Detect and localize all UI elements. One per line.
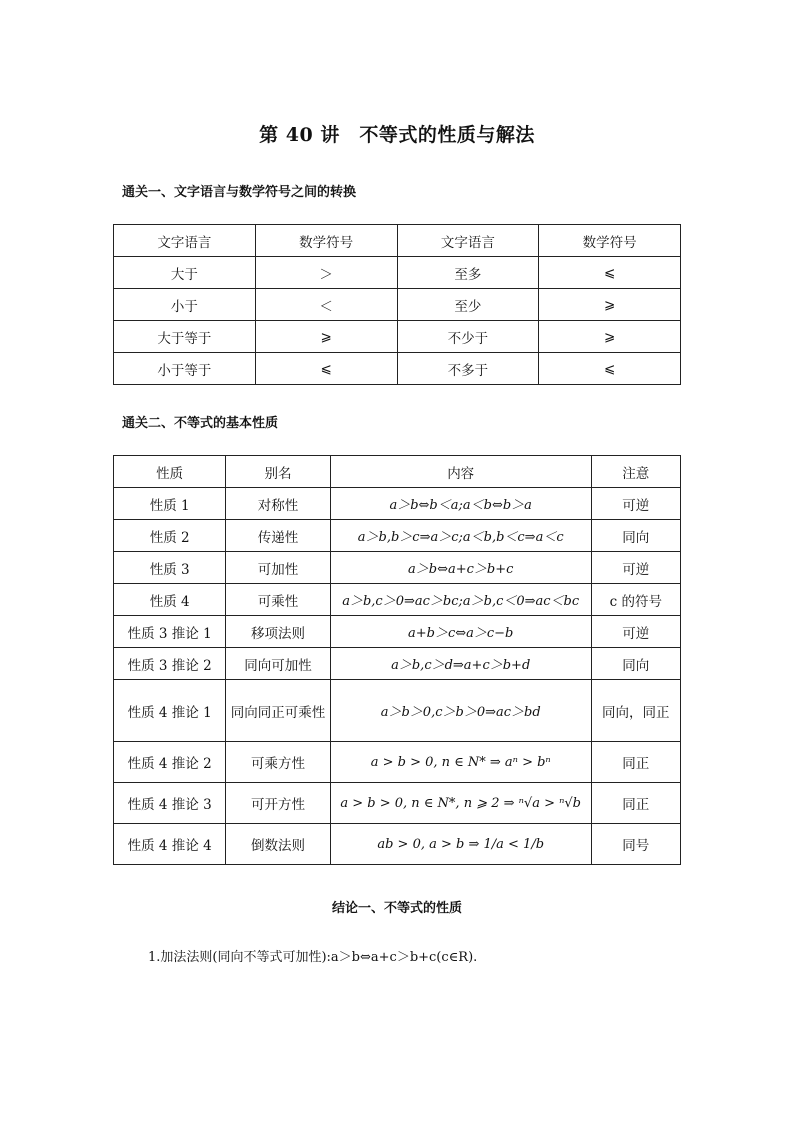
table-cell: ⩾ [255,321,397,353]
table-cell: ＜ [255,289,397,321]
table-cell: 性质 3 推论 2 [114,648,226,680]
rule-line-1: 1.加法法则(同向不等式可加性):a＞b⇔a+c＞b+c(c∈R). [148,950,478,965]
table-cell: 可开方性 [226,783,331,824]
table-cell: 性质 2 [114,520,226,552]
table-cell: 可乘方性 [226,742,331,783]
table-row [114,257,681,289]
header-cell: 注意 [591,456,680,488]
table-cell: 性质 4 推论 1 [114,680,226,742]
formula-cell: a＞b,c＞0⇒ac＞bc;a＞b,c＜0⇒ac＜bc [330,584,591,616]
formula-cell: a＞b,c＞d⇒a+c＞b+d [330,648,591,680]
header-cell: 内容 [330,456,591,488]
formula-cell: a＞b⇔b＜a;a＜b⇔b＞a [330,488,591,520]
table-cell: 同向同正可乘性 [226,680,331,742]
header-cell: 数学符号 [255,225,397,257]
table-cell: 可加性 [226,552,331,584]
header-cell: 性质 [114,456,226,488]
table-row [114,680,681,742]
table-cell: 性质 3 [114,552,226,584]
header-cell: 数学符号 [539,225,681,257]
table-cell: 倒数法则 [226,824,331,865]
table-row [114,520,681,552]
table-cell: 不少于 [397,321,539,353]
table-cell: 大于 [114,257,256,289]
table-cell: 至少 [397,289,539,321]
section-heading-2: 通关二、不等式的基本性质 [122,416,279,431]
table-row [114,824,681,865]
table-row [114,488,681,520]
formula-cell: a＞b,b＞c⇒a＞c;a＜b,b＜c⇒a＜c [330,520,591,552]
table-cell: 同正 [591,742,680,783]
table-cell: 可乘性 [226,584,331,616]
formula-cell: a＞b⇔a+c＞b+c [330,552,591,584]
formula-cell: a+b＞c⇔a＞c−b [330,616,591,648]
page-title: 第 40 讲 不等式的性质与解法 [259,124,535,146]
table-cell: ⩾ [539,321,681,353]
table-cell: 同向，同正 [591,680,680,742]
table-cell: 移项法则 [226,616,331,648]
table-cell: ＞ [255,257,397,289]
table-cell: 同正 [591,783,680,824]
table-cell: 性质 1 [114,488,226,520]
conclusion-heading: 结论一、不等式的性质 [331,901,462,916]
table-cell: 不多于 [397,353,539,385]
table-cell: 性质 3 推论 1 [114,616,226,648]
inequality-properties-table [113,455,681,865]
table-cell: 同号 [591,824,680,865]
table-cell: ⩽ [255,353,397,385]
table-row [114,648,681,680]
table-cell: 性质 4 推论 2 [114,742,226,783]
table-row [114,616,681,648]
table-cell: 可逆 [591,616,680,648]
table-cell: ⩽ [539,353,681,385]
table-header-row [114,456,681,488]
symbol-conversion-table [113,224,681,385]
table-cell: 小于等于 [114,353,256,385]
table-cell: 同向 [591,520,680,552]
header-cell: 别名 [226,456,331,488]
formula-cell: ab > 0, a > b ⇒ 1/a < 1/b [330,824,591,865]
table-row [114,321,681,353]
header-cell: 文字语言 [397,225,539,257]
table-cell: c 的符号 [591,584,680,616]
table-cell: 对称性 [226,488,331,520]
table-row [114,742,681,783]
table-cell: ⩾ [539,289,681,321]
table-cell: 性质 4 推论 3 [114,783,226,824]
header-cell: 文字语言 [114,225,256,257]
formula-cell: a＞b＞0,c＞b＞0⇒ac＞bd [330,680,591,742]
formula-cell: a > b > 0, n ∈ N*, n ⩾ 2 ⇒ ⁿ√a > ⁿ√b [330,783,591,824]
section-heading-1: 通关一、文字语言与数学符号之间的转换 [122,185,357,200]
table-row [114,289,681,321]
table-cell: 同向 [591,648,680,680]
table-row [114,552,681,584]
table-cell: 至多 [397,257,539,289]
table-cell: 可逆 [591,552,680,584]
table-cell: 传递性 [226,520,331,552]
table-row [114,353,681,385]
table-row [114,584,681,616]
table-header-row [114,225,681,257]
table-cell: 大于等于 [114,321,256,353]
table-row [114,783,681,824]
table-cell: 同向可加性 [226,648,331,680]
table-cell: 可逆 [591,488,680,520]
table-cell: 性质 4 [114,584,226,616]
table-cell: 性质 4 推论 4 [114,824,226,865]
table-cell: ⩽ [539,257,681,289]
table-cell: 小于 [114,289,256,321]
formula-cell: a > b > 0, n ∈ N* ⇒ aⁿ > bⁿ [330,742,591,783]
